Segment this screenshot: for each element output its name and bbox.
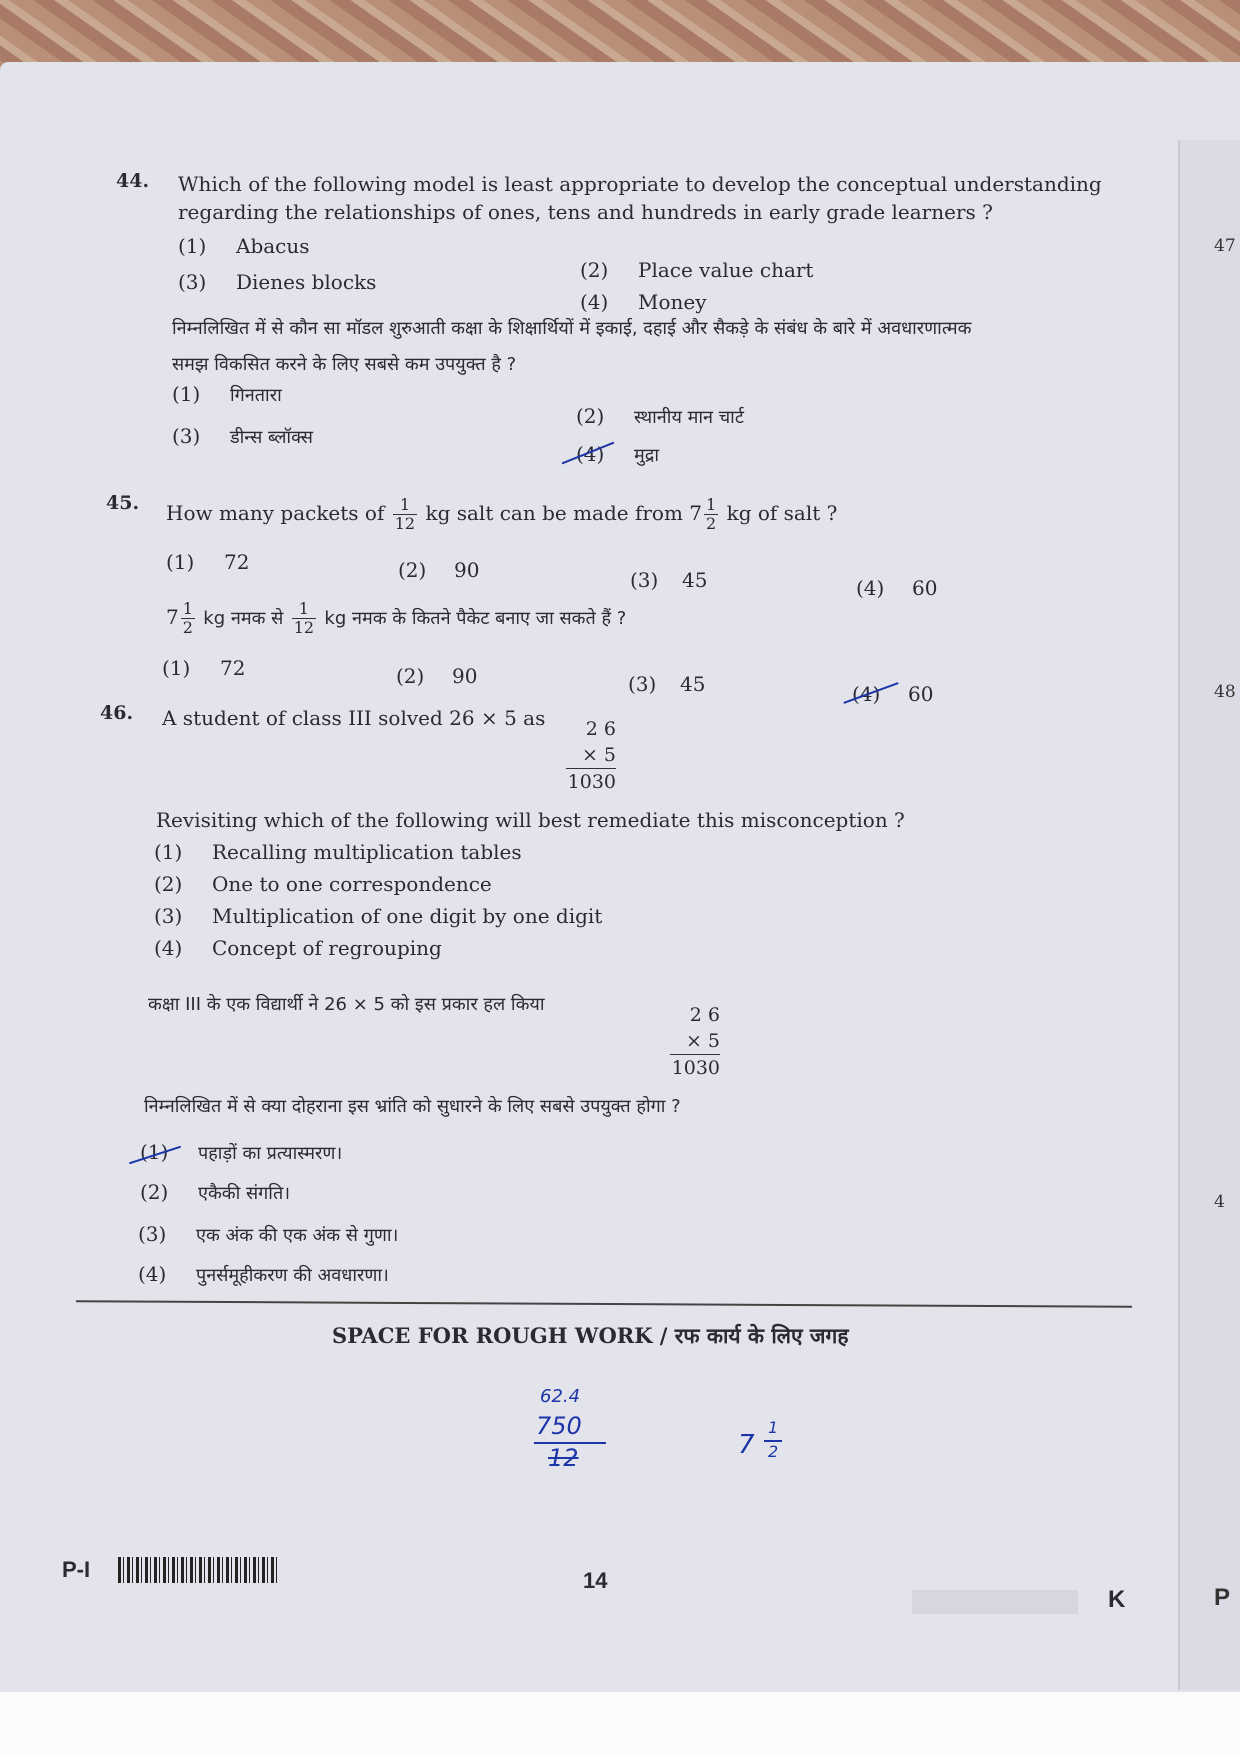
- set-code: K: [1108, 1586, 1126, 1613]
- option: (1) पहाड़ों का प्रत्यास्मरण।: [140, 1140, 343, 1164]
- option: (2) One to one correspondence: [154, 872, 492, 896]
- option: (3) 45: [630, 568, 708, 592]
- question-text-hindi: निम्नलिखित में से क्या दोहराना इस भ्रांति को सुधारने के लिए सबसे उपयुक्त होगा ?: [144, 1096, 681, 1117]
- question-text: Revisiting which of the following will best remediate this misconception ?: [156, 808, 905, 832]
- option-text: Dienes blocks: [236, 270, 377, 294]
- option-text: Abacus: [236, 234, 310, 258]
- handwritten-note: 7: [738, 1430, 755, 1460]
- next-page-edge: [1178, 140, 1240, 1690]
- fraction: $\frac{1}{12}$: [394, 495, 416, 533]
- barcode: [118, 1557, 280, 1583]
- option: (2) 90: [398, 558, 480, 582]
- fraction: $\frac{1}{2}$: [706, 495, 717, 533]
- question-text: How many packets of $\frac{1}{12}$ kg salt can be made from 7 $\frac{1}{2}$ kg of salt ?: [166, 495, 838, 533]
- option: (1) Recalling multiplication tables: [154, 840, 522, 864]
- paper-code: P-I: [62, 1557, 91, 1582]
- option: (3) एक अंक की एक अंक से गुणा।: [138, 1222, 399, 1246]
- question-text-hindi: कक्षा III के एक विद्यार्थी ने 26 × 5 को इस प्रकार हल किया: [148, 994, 545, 1015]
- option: (4) 60: [856, 576, 938, 600]
- background-bottom: [0, 1690, 1240, 1755]
- option-number: (3): [178, 270, 207, 294]
- edge-number: P: [1214, 1584, 1231, 1611]
- question-text: regarding the relationships of ones, tens and hundreds in early grade learners ?: [178, 200, 993, 224]
- option: [178, 270, 376, 294]
- option: [178, 234, 310, 258]
- option: (4) Concept of regrouping: [154, 936, 442, 960]
- option: (4) 60: [852, 682, 934, 706]
- faint-stamp: [912, 1590, 1078, 1614]
- option-number: (3): [172, 424, 201, 448]
- handwritten-note: 2: [768, 1442, 779, 1461]
- option-text: डीन्स ब्लॉक्स: [230, 427, 313, 448]
- worked-multiplication: 2 6 × 5 1030: [567, 718, 616, 793]
- handwritten-note: 12: [548, 1444, 579, 1472]
- option-text: स्थानीय मान चार्ट: [634, 407, 744, 428]
- worked-multiplication: 2 6 × 5 1030: [671, 1004, 720, 1079]
- option-text: मुद्रा: [634, 445, 659, 466]
- option: (3) Multiplication of one digit by one digit: [154, 904, 603, 928]
- question-number: 46.: [100, 702, 134, 724]
- handwritten-note: 62.4: [540, 1386, 581, 1407]
- question-text-hindi: 7 $\frac{1}{2}$ kg नमक से $\frac{1}{12}$ kg नमक के कितने पैकेट बनाए जा सकते हैं ?: [166, 599, 627, 637]
- option: [580, 290, 707, 314]
- option: [580, 258, 813, 282]
- question-number: 44.: [116, 170, 150, 192]
- option: (3) 45: [628, 672, 706, 696]
- question-text: A student of class III solved 26 × 5 as: [162, 706, 546, 730]
- option: [172, 382, 282, 407]
- page-number: 14: [583, 1568, 608, 1593]
- option-text: Place value chart: [638, 258, 814, 282]
- question-text-hindi: समझ विकसित करने के लिए सबसे कम उपयुक्त है ?: [172, 354, 517, 375]
- option-number: (1): [172, 382, 201, 406]
- option-number: (4): [580, 290, 609, 314]
- option-text: Money: [638, 290, 707, 314]
- option: (4) पुनर्समूहीकरण की अवधारणा।: [138, 1262, 389, 1286]
- question-text-hindi: निम्नलिखित में से कौन सा मॉडल शुरुआती कक्षा के शिक्षार्थियों में इकाई, दहाई और सैकड़े के संबंध के बारे में अवधारणात्मक: [172, 318, 972, 339]
- option-number: (2): [576, 404, 605, 428]
- option: (1) 72: [166, 550, 250, 574]
- option-text: गिनतारा: [230, 385, 282, 406]
- edge-number: 4: [1214, 1192, 1225, 1212]
- option: (1) 72: [162, 656, 246, 680]
- option: [576, 442, 659, 467]
- handwritten-note: 750: [536, 1412, 582, 1440]
- option: (2) एकैकी संगति।: [140, 1180, 291, 1204]
- rough-work-title: SPACE FOR ROUGH WORK / रफ कार्य के लिए जगह: [332, 1323, 849, 1348]
- option: (2) 90: [396, 664, 478, 688]
- handwritten-note: 1: [768, 1418, 779, 1437]
- question-text: Which of the following model is least appropriate to develop the conceptual understanding: [178, 172, 1102, 196]
- option: [172, 424, 313, 449]
- edge-number: 48: [1214, 682, 1236, 702]
- option-number: (2): [580, 258, 609, 282]
- option-number: (1): [178, 234, 207, 258]
- option-number: (4): [576, 442, 605, 466]
- question-number: 45.: [106, 492, 140, 514]
- edge-number: 47: [1214, 236, 1236, 256]
- option: [576, 404, 744, 429]
